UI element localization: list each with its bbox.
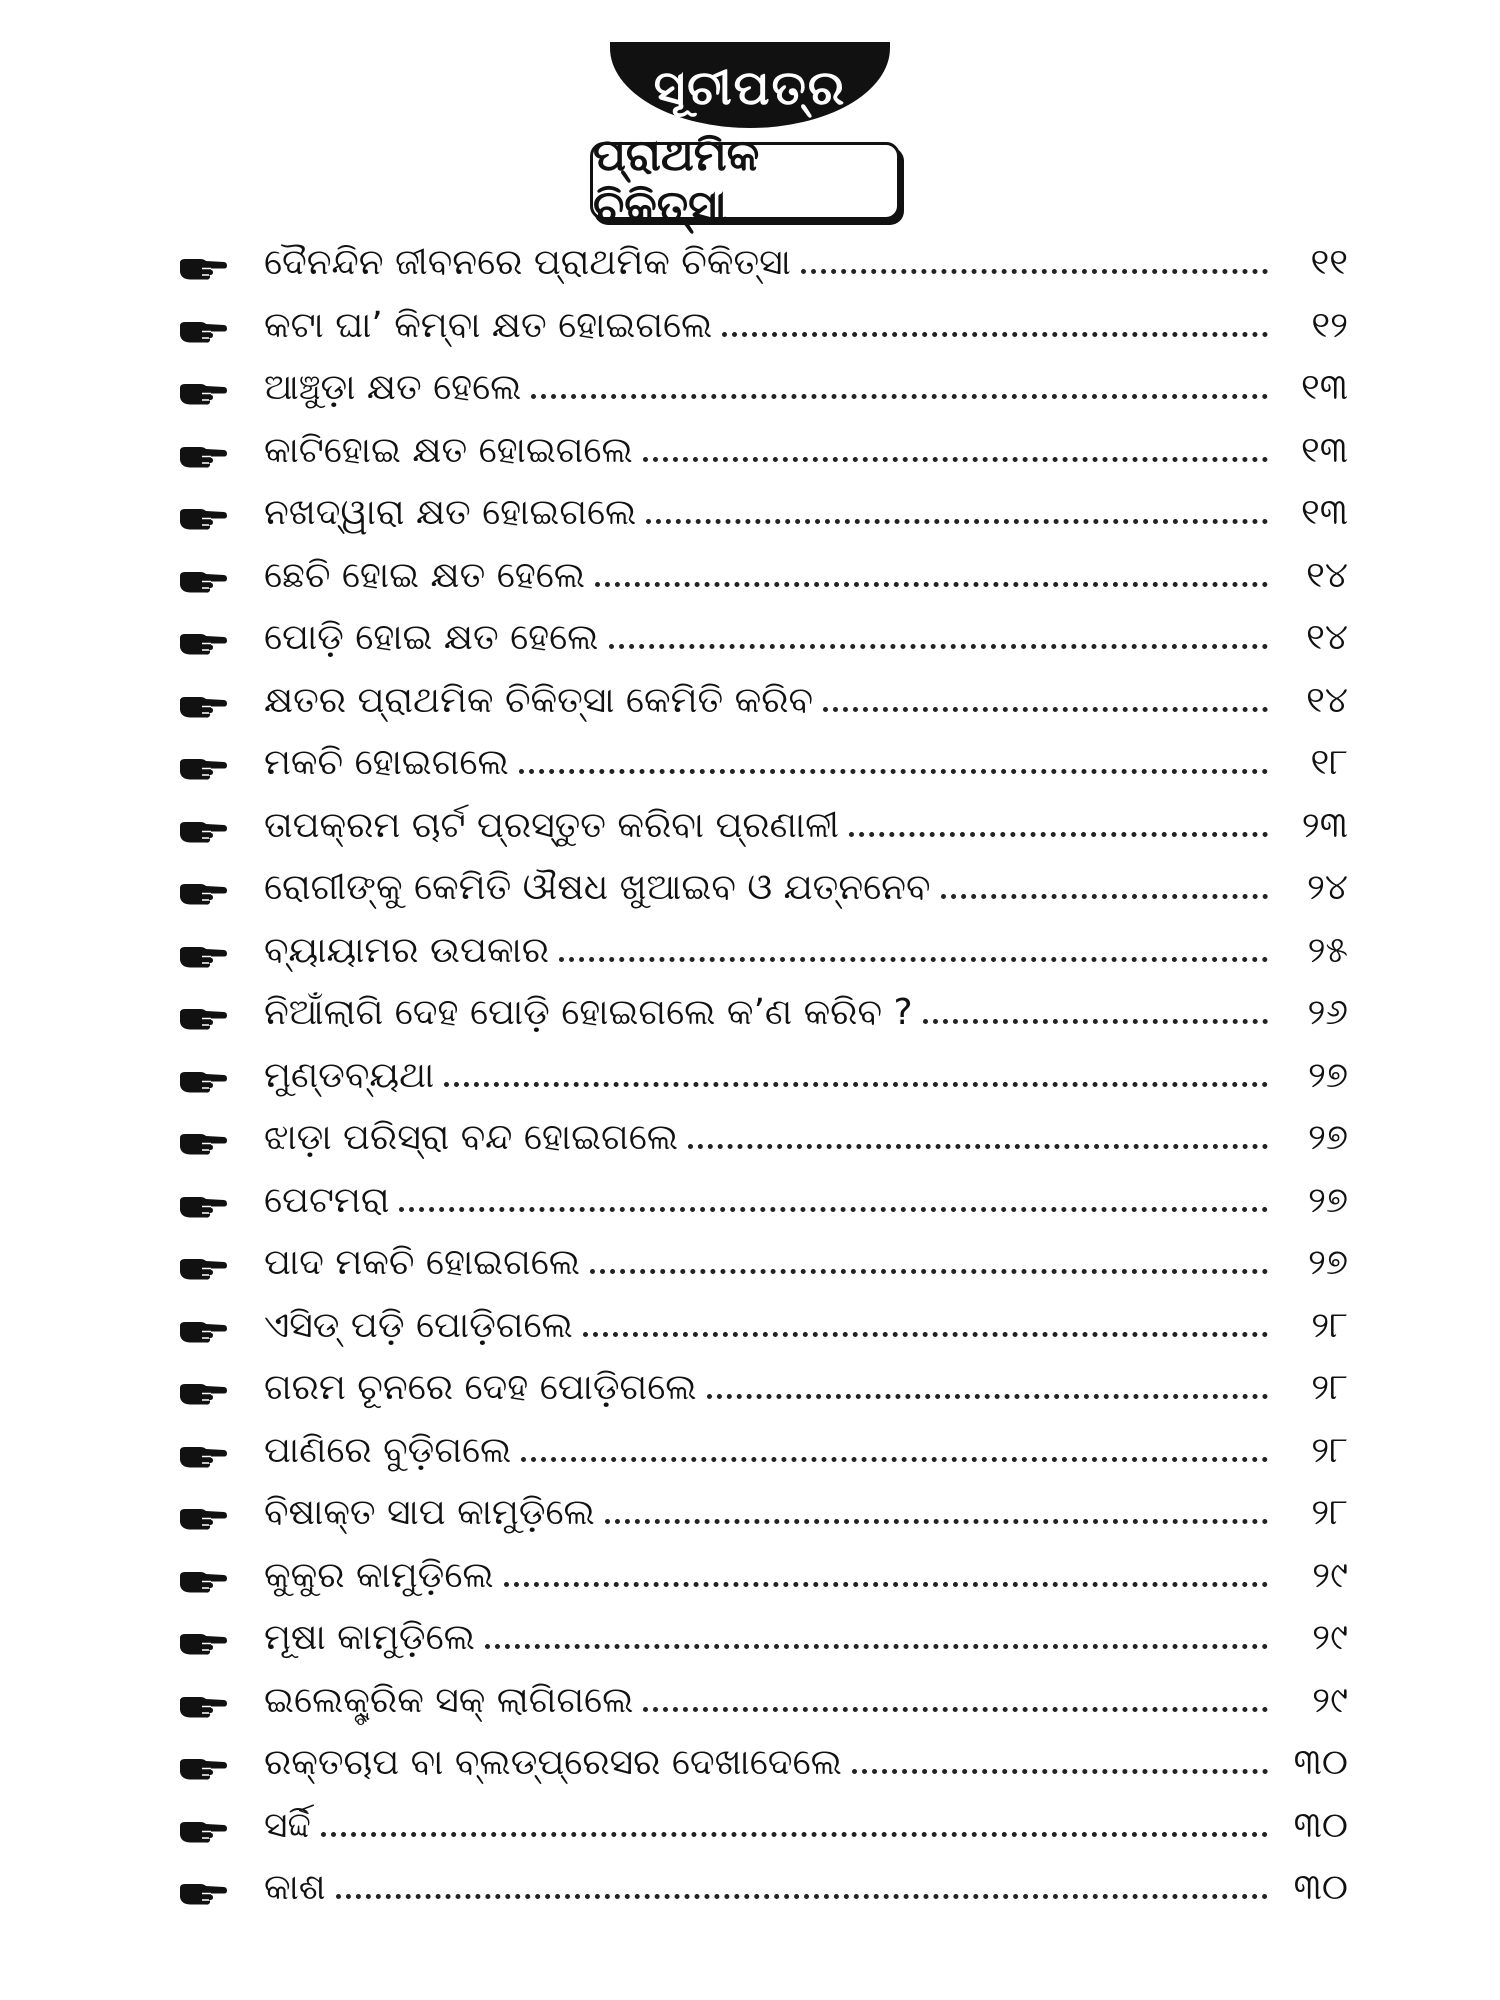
toc-entry-label: ରୋଗୀଙ୍କୁ କେମିତି ଔଷଧ ଖୁଆଇବ ଓ ଯତ୍ନନେବ: [264, 867, 931, 908]
dot-leader: [521, 1457, 1268, 1462]
toc-entry-label: ମୂଷା କାମୁଡ଼ିଲେ: [264, 1617, 475, 1658]
pointing-hand-icon: [178, 1691, 234, 1721]
pointing-hand-icon: [178, 316, 234, 346]
toc-entry[interactable]: [178, 1795, 1348, 1858]
pointing-hand-icon: [178, 691, 234, 721]
toc-entry-label: ଆଞ୍ଚୁଡ଼ା କ୍ଷତ ହେଲେ: [264, 367, 522, 408]
toc-entry-label: ମୁଣ୍ଡବ୍ୟଥା: [264, 1054, 435, 1096]
toc-entry-label: ଦୈନନ୍ଦିନ ଜୀବନରେ ପ୍ରାଥମିକ ଚିକିତ୍ସା: [264, 242, 791, 283]
dot-leader: [849, 832, 1268, 837]
toc-entry-page: ୨୬: [1307, 992, 1348, 1033]
toc-entry[interactable]: [178, 1107, 1348, 1170]
toc-entry-page: ୩୦: [1293, 1867, 1348, 1908]
dot-leader: [583, 1332, 1268, 1337]
toc-entry[interactable]: [178, 607, 1348, 670]
pointing-hand-icon: [178, 816, 234, 846]
pointing-hand-icon: [178, 1253, 234, 1283]
toc-entry-label: କାଟିହୋଇ କ୍ଷତ ହୋଇଗଲେ: [264, 429, 633, 471]
pointing-hand-icon: [178, 441, 234, 471]
pointing-hand-icon: [178, 628, 234, 658]
toc-entry-page: ୨୯: [1312, 1554, 1348, 1596]
dot-leader: [609, 644, 1269, 649]
dot-leader: [923, 1019, 1268, 1024]
pointing-hand-icon: [178, 1878, 234, 1908]
toc-entry[interactable]: [178, 1670, 1348, 1733]
pointing-hand-icon: [178, 1441, 234, 1471]
pointing-hand-icon: [178, 1566, 234, 1596]
toc-entry-page: ୨୮: [1311, 1367, 1348, 1408]
toc-entry-label: ମକଚି ହୋଇଗଲେ: [264, 742, 509, 783]
pointing-hand-icon: [178, 878, 234, 908]
dot-leader: [688, 1144, 1268, 1149]
toc-entry-label: କଟା ଘା’ କିମ୍ବା କ୍ଷତ ହୋଇଗଲେ: [264, 304, 713, 346]
toc-entry-page: ୩୦: [1293, 1804, 1348, 1846]
dot-leader: [504, 1582, 1268, 1587]
toc-entry-page: ୨୯: [1312, 1617, 1348, 1658]
toc-list: [178, 232, 1348, 1920]
toc-entry[interactable]: [178, 1482, 1348, 1545]
toc-entry-page: ୨୭: [1308, 1054, 1348, 1096]
toc-entry[interactable]: [178, 857, 1348, 920]
toc-entry[interactable]: [178, 1170, 1348, 1233]
toc-entry[interactable]: [178, 482, 1348, 545]
toc-entry-page: ୨୭: [1308, 1179, 1348, 1221]
toc-entry-page: ୨୭: [1308, 1242, 1348, 1283]
pointing-hand-icon: [178, 1628, 234, 1658]
toc-entry[interactable]: [178, 232, 1348, 295]
pointing-hand-icon: [178, 253, 234, 283]
toc-entry-page: ୨୮: [1311, 1492, 1348, 1533]
toc-entry[interactable]: [178, 732, 1348, 795]
dot-leader: [444, 1082, 1268, 1087]
toc-entry[interactable]: [178, 920, 1348, 983]
toc-entry[interactable]: [178, 1232, 1348, 1295]
pointing-hand-icon: [178, 1378, 234, 1408]
toc-entry[interactable]: [178, 1357, 1348, 1420]
toc-entry-page: ୧୧: [1310, 242, 1348, 283]
toc-entry-label: ନଖଦ୍ୱାରା କ୍ଷତ ହୋଇଗଲେ: [264, 492, 637, 533]
toc-entry-page: ୧୩: [1300, 429, 1348, 471]
page-title: ସୂଚୀପତ୍ର: [610, 42, 890, 128]
toc-entry[interactable]: [178, 1295, 1348, 1358]
toc-entry-label: ନିଆଁଲାଗି ଦେହ ପୋଡ଼ି ହୋଇଗଲେ କ’ଣ କରିବ ?: [264, 992, 913, 1033]
dot-leader: [801, 269, 1268, 274]
pointing-hand-icon: [178, 1003, 234, 1033]
dot-leader: [590, 1269, 1268, 1274]
toc-entry[interactable]: [178, 420, 1348, 483]
pointing-hand-icon: [178, 1066, 234, 1096]
toc-entry-label: ଏସିଡ୍ ପଡ଼ି ପୋଡ଼ିଗଲେ: [264, 1304, 573, 1346]
toc-entry-page: ୨୫: [1307, 929, 1348, 971]
pointing-hand-icon: [178, 566, 234, 596]
toc-entry[interactable]: [178, 357, 1348, 420]
toc-entry-label: ଛେଚି ହୋଇ କ୍ଷତ ହେଲେ: [264, 554, 586, 596]
toc-entry-label: କାଶ: [264, 1867, 326, 1908]
pointing-hand-icon: [178, 1816, 234, 1846]
toc-entry-label: ଝାଡ଼ା ପରିସ୍ରା ବନ୍ଦ ହୋଇଗଲେ: [264, 1117, 679, 1158]
dot-leader: [485, 1644, 1268, 1649]
toc-entry-label: ବ୍ୟାୟାମର ଉପକାର: [264, 929, 550, 971]
toc-entry-label: ଇଲେକ୍ଟ୍ରିକ ସକ୍ ଲାଗିଗଲେ: [264, 1679, 634, 1721]
toc-entry-label: ତାପକ୍ରମ ଚାର୍ଟ ପ୍ରସ୍ତୁତ କରିବା ପ୍ରଣାଳୀ: [264, 804, 839, 846]
toc-entry[interactable]: [178, 295, 1348, 358]
dot-leader: [399, 1207, 1268, 1212]
toc-entry[interactable]: [178, 1857, 1348, 1920]
toc-entry-label: ସର୍ଦ୍ଦି: [264, 1804, 311, 1846]
dot-leader: [531, 394, 1268, 399]
toc-entry-page: ୧୩: [1300, 492, 1348, 533]
toc-entry[interactable]: [178, 1420, 1348, 1483]
pointing-hand-icon: [178, 941, 234, 971]
toc-entry-page: ୨୮: [1311, 1429, 1348, 1471]
toc-entry-page: ୨୪: [1306, 867, 1348, 908]
pointing-hand-icon: [178, 1316, 234, 1346]
pointing-hand-icon: [178, 753, 234, 783]
toc-entry-page: ୧୪: [1306, 554, 1348, 596]
pointing-hand-icon: [178, 1191, 234, 1221]
dot-leader: [643, 1707, 1268, 1712]
toc-entry-page: ୨୭: [1308, 1117, 1348, 1158]
toc-entry-page: ୧୪: [1306, 679, 1348, 721]
dot-leader: [336, 1894, 1268, 1899]
toc-entry-label: ପୋଡ଼ି ହୋଇ କ୍ଷତ ହେଲେ: [264, 617, 599, 658]
dot-leader: [559, 957, 1268, 962]
dot-leader: [643, 457, 1268, 462]
toc-entry-label: ଗରମ ଚୂନରେ ଦେହ ପୋଡ଼ିଗଲେ: [264, 1367, 697, 1408]
dot-leader: [852, 1769, 1268, 1774]
dot-leader: [941, 894, 1268, 899]
dot-leader: [519, 769, 1268, 774]
toc-entry[interactable]: [178, 1732, 1348, 1795]
toc-entry-label: ପାଣିରେ ବୁଡ଼ିଗଲେ: [264, 1429, 512, 1471]
dot-leader: [722, 332, 1268, 337]
pointing-hand-icon: [178, 1128, 234, 1158]
dot-leader: [646, 519, 1268, 524]
toc-entry-label: କ୍ଷତର ପ୍ରାଥମିକ ଚିକିତ୍ସା କେମିତି କରିବ: [264, 679, 814, 721]
dot-leader: [321, 1832, 1268, 1837]
toc-entry-label: ପାଦ ମକଚି ହୋଇଗଲେ: [264, 1242, 581, 1283]
toc-entry-page: ୧୩: [1300, 367, 1348, 408]
toc-entry[interactable]: [178, 982, 1348, 1045]
pointing-hand-icon: [178, 1753, 234, 1783]
pointing-hand-icon: [178, 503, 234, 533]
toc-entry-label: ବିଷାକ୍ତ ସାପ କାମୁଡ଼ିଲେ: [264, 1492, 595, 1533]
dot-leader: [707, 1394, 1268, 1399]
toc-entry[interactable]: [178, 545, 1348, 608]
toc-entry[interactable]: [178, 1045, 1348, 1108]
toc-entry-label: ପେଟମରା: [264, 1179, 390, 1221]
section-title: ପ୍ରାଥମିକ ଚିକିତ୍ସା: [590, 142, 900, 220]
pointing-hand-icon: [178, 1503, 234, 1533]
toc-entry-page: ୧୨: [1311, 304, 1348, 346]
toc-entry-label: କୁକୁର କାମୁଡ଼ିଲେ: [264, 1554, 494, 1596]
toc-entry[interactable]: [178, 1545, 1348, 1608]
toc-entry-page: ୨୩: [1301, 804, 1348, 846]
toc-entry-label: ରକ୍ତଚାପ ବା ବ୍ଲଡ୍‌ପ୍ରେସର ଦେଖାଦେଲେ: [264, 1742, 842, 1783]
toc-entry[interactable]: [178, 795, 1348, 858]
dot-leader: [595, 582, 1268, 587]
toc-entry[interactable]: [178, 1607, 1348, 1670]
dot-leader: [605, 1519, 1268, 1524]
toc-entry-page: ୧୪: [1306, 617, 1348, 658]
toc-entry-page: ୧୮: [1310, 742, 1348, 783]
toc-entry[interactable]: [178, 670, 1348, 733]
dot-leader: [823, 707, 1268, 712]
toc-entry-page: ୨୯: [1312, 1679, 1348, 1721]
toc-entry-page: ୩୦: [1293, 1742, 1348, 1783]
toc-entry-page: ୨୮: [1311, 1304, 1348, 1346]
pointing-hand-icon: [178, 378, 234, 408]
